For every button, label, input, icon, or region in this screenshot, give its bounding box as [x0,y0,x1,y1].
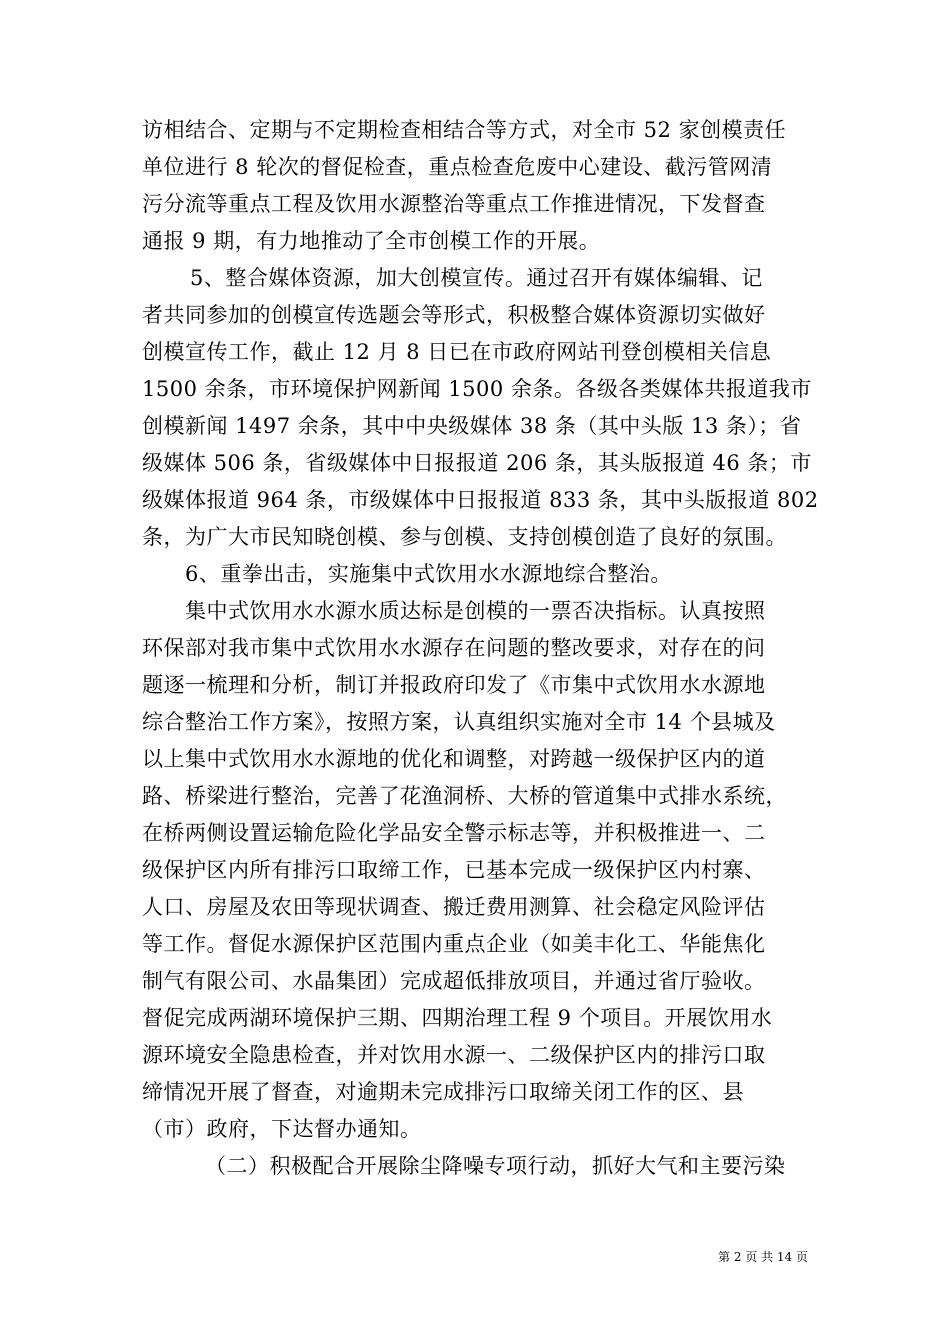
text-line: 环保部对我市集中式饮用水水源存在问题的整改要求，对存在的问 [142,636,766,660]
text-line: （市）政府，下达督办通知。 [142,1117,422,1141]
text-line: 创模宣传工作，截止 12 月 8 日已在市政府网站刊登创模相关信息 [142,340,772,364]
text-line: 综合整治工作方案》，按照方案，认真组织实施对全市 14 个县城及 [142,710,776,734]
text-line: 通报 9 期，有力地推动了全市创模工作的开展。 [142,229,601,253]
text-line: 缔情况开展了督查，对逾期未完成排污口取缔关闭工作的区、县 [142,1080,744,1104]
text-line: 创模新闻 1497 余条，其中中央级媒体 38 条（其中头版 13 条）；省 [142,414,802,438]
text-line: 在桥两侧设置运输危险化学品安全警示标志等，并积极推进一、二 [142,821,766,845]
text-line: 题逐一梳理和分析，制订并报政府印发了《市集中式饮用水水源地 [142,673,766,697]
text-line: 级保护区内所有排污口取缔工作，已基本完成一级保护区内村寨、 [142,858,766,882]
text-line: 以上集中式饮用水水源地的优化和调整，对跨越一级保护区内的道 [142,747,766,771]
text-line: 访相结合、定期与不定期检查相结合等方式，对全市 52 家创模责任 [142,118,787,142]
text-line: 路、桥梁进行整治，完善了花渔洞桥、大桥的管道集中式排水系统， [142,784,787,808]
text-line: 督促完成两湖环境保护三期、四期治理工程 9 个项目。开展饮用水 [142,1006,773,1030]
text-line: 条，为广大市民知晓创模、参与创模、支持创模创造了良好的氛围。 [142,525,787,549]
text-line: 源环境安全隐患检查，并对饮用水源一、二级保护区内的排污口取 [142,1043,766,1067]
text-line: 6、重拳出击，实施集中式饮用水水源地综合整治。 [185,562,672,586]
page-number: 第 2 页 共 14 页 [718,1250,808,1264]
text-line: 5、整合媒体资源，加大创模宣传。通过召开有媒体编辑、记 [190,266,763,290]
text-line: 单位进行 8 轮次的督促检查，重点检查危废中心建设、截污管网清 [142,155,773,179]
text-line: 等工作。督促水源保护区范围内重点企业（如美丰化工、华能焦化 [142,932,766,956]
text-line: 1500 余条，市环境保护网新闻 1500 余条。各级各类媒体共报道我市 [142,377,812,401]
text-line: 人口、房屋及农田等现状调查、搬迁费用测算、社会稳定风险评估 [142,895,766,919]
text-line: 者共同参加的创模宣传选题会等形式，积极整合媒体资源切实做好 [142,303,766,327]
text-line: 集中式饮用水水源水质达标是创模的一票否决指标。认真按照 [185,599,766,623]
text-line: 级媒体报道 964 条，市级媒体中日报报道 833 条，其中头版报道 802 [142,488,819,512]
text-line: 级媒体 506 条，省级媒体中日报报道 206 条，其头版报道 46 条；市 [142,451,812,475]
text-line: 制气有限公司、水晶集团）完成超低排放项目，并通过省厅验收。 [142,969,766,993]
text-line: （二）积极配合开展除尘降噪专项行动，抓好大气和主要污染 [205,1154,786,1178]
text-line: 污分流等重点工程及饮用水源整治等重点工作推进情况，下发督查 [142,192,766,216]
